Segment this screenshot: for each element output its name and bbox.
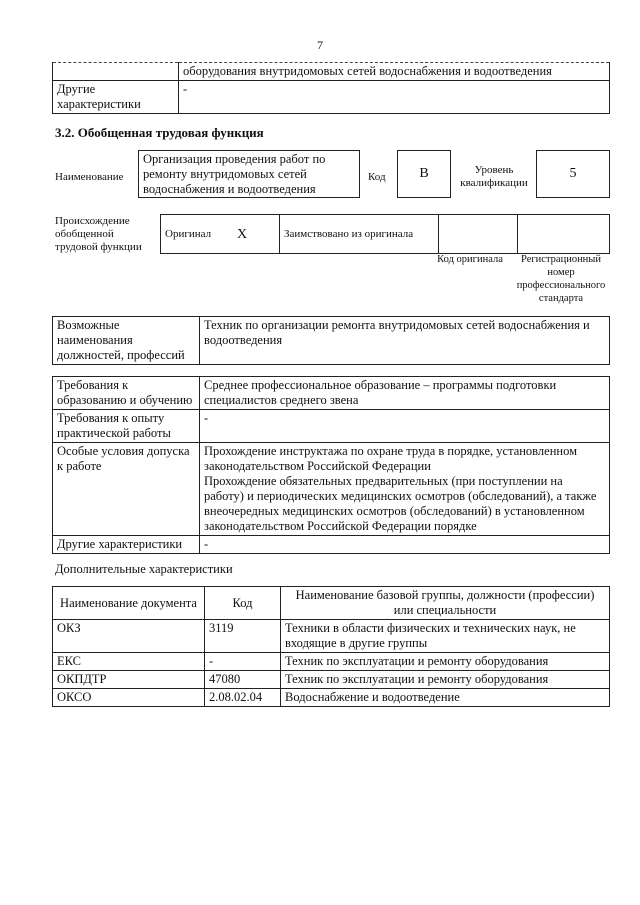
code-cell: 47080 [205, 671, 281, 689]
req-value: - [200, 410, 610, 443]
table-row [53, 377, 610, 410]
doc-cell: ОКПДТР [53, 671, 205, 689]
name-value-box [138, 150, 360, 198]
top-row2-label: Другие характеристики [53, 81, 179, 114]
name-label: Наименование [55, 171, 124, 183]
table-row [161, 215, 610, 254]
extra-characteristics-table [52, 586, 610, 707]
positions-label: Возможные наименования должностей, профессий [53, 317, 200, 365]
req-label: Особые условия допуска к работе [53, 443, 200, 536]
borrowed-label: Заимствовано из оригинала [280, 215, 439, 254]
req-label: Требования к опыту практической работы [53, 410, 200, 443]
original-code-cell [439, 215, 518, 254]
table-row [53, 671, 610, 689]
code-cell: - [205, 653, 281, 671]
caption-code-original: Код оригинала [437, 254, 503, 265]
table-header-row [53, 587, 610, 620]
table-row [53, 410, 610, 443]
positions-table [52, 316, 610, 365]
table-row [53, 536, 610, 554]
positions-value: Техник по организации ремонта внутридомовых сетей водоснабжения и водоотведения [200, 317, 610, 365]
req-value-multiline [200, 443, 610, 536]
table-row [53, 620, 610, 653]
group-cell: Водоснабжение и водоотведение [281, 689, 610, 707]
code-cell: 3119 [205, 620, 281, 653]
name-value: Организация проведения работ по ремонту внутридомовых сетей водоснабжения и водоотведения [143, 152, 326, 196]
table-row [53, 317, 610, 365]
caption-registration-number: Регистрационный номер профессионального стандарта [516, 254, 606, 304]
table-row [53, 689, 610, 707]
requirements-table [52, 376, 610, 554]
original-label: Оригинал [161, 215, 234, 254]
table-row [53, 653, 610, 671]
table-row [53, 81, 610, 114]
origin-label: Происхождение обобщенной трудовой функции [55, 215, 142, 253]
registration-number-cell [518, 215, 610, 254]
origin-table [160, 214, 610, 254]
code-cell: 2.08.02.04 [205, 689, 281, 707]
doc-cell: ЕКС [53, 653, 205, 671]
req-value-part1: Прохождение инструктажа по охране труда в порядке, установленном законодательством Российской Федерации [204, 444, 578, 473]
code-label: Код [368, 171, 386, 183]
doc-cell: ОКЗ [53, 620, 205, 653]
page-number: 7 [317, 38, 323, 52]
top-row1-value: оборудования внутридомовых сетей водоснабжения и водоотведения [179, 63, 610, 81]
group-cell: Техник по эксплуатации и ремонту оборудования [281, 671, 610, 689]
group-cell: Техники в области физических и технических наук, не входящие в другие группы [281, 620, 610, 653]
req-label: Требования к образованию и обучению [53, 377, 200, 410]
group-cell: Техник по эксплуатации и ремонту оборудования [281, 653, 610, 671]
code-value-box [397, 150, 451, 198]
section-title: 3.2. Обобщенная трудовая функция [55, 125, 264, 140]
table-row [53, 63, 610, 81]
req-label: Другие характеристики [53, 536, 200, 554]
top-continuation-table [52, 62, 610, 114]
req-value: Среднее профессиональное образование – программы подготовки специалистов среднего звена [200, 377, 610, 410]
header-cell: Код [205, 587, 281, 620]
empty-cell [53, 63, 179, 81]
original-mark: X [233, 215, 280, 254]
table-row [53, 443, 610, 536]
extra-title: Дополнительные характеристики [55, 562, 233, 576]
level-label: Уровень квалификации [460, 164, 528, 189]
req-value-part2: Прохождение обязательных предварительных (при поступлении на работу) и периодических медицинских осмотров (обследований), а также внеочередных медицинских осмотров (обследований) в установленном законодательством Российской Федерации порядке [204, 474, 597, 533]
header-cell: Наименование базовой группы, должности (профессии) или специальности [281, 587, 610, 620]
code-value: B [419, 166, 429, 181]
header-cell: Наименование документа [53, 587, 205, 620]
level-value-box [536, 150, 610, 198]
doc-cell: ОКСО [53, 689, 205, 707]
level-value: 5 [569, 166, 577, 181]
req-value: - [200, 536, 610, 554]
top-row2-value: - [179, 81, 610, 114]
